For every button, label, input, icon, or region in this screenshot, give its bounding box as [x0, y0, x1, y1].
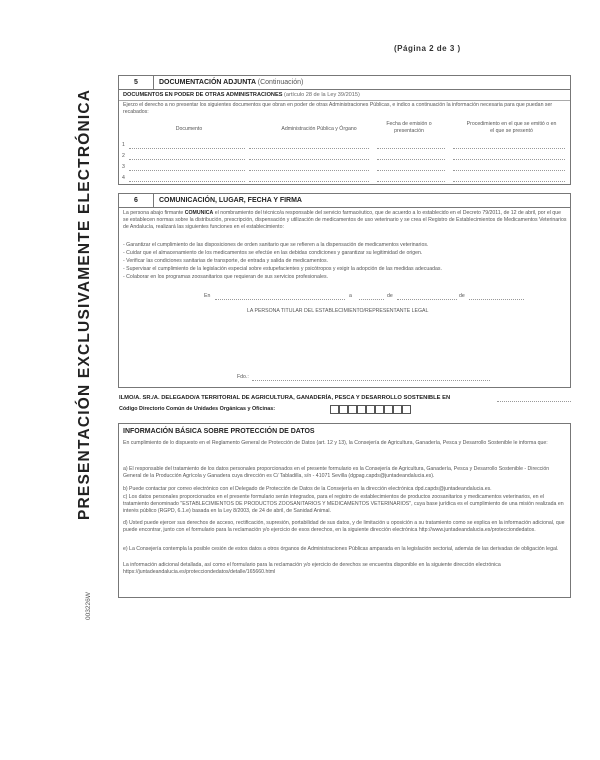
addressee-line: ILMO/A. SR./A. DELEGADO/A TERRITORIAL DE AGRICULTURA, GANADERÍA, PESCA Y DESARROLLO SOSTENIBLE EN — [119, 395, 451, 401]
col-procedimiento: Procedimiento en el que se emitió o en el que se presentó — [466, 121, 557, 134]
form-code: 003226W — [85, 592, 92, 620]
section-5-header — [119, 76, 570, 90]
privacy-intro: En cumplimiento de lo dispuesto en el Reglamento General de Protección de Datos (art. 12 y 13), la Consejería de Agricultura, Ganadería, Pesca y Desarrollo Sostenible le informa que: — [123, 440, 548, 446]
col-fecha: Fecha de emisión o presentación — [386, 121, 432, 134]
section-5-title: DOCUMENTACIÓN ADJUNTA (Continuación) — [159, 79, 304, 86]
row-number: 4 — [122, 175, 125, 181]
day-field[interactable] — [359, 299, 384, 300]
section-6-communication — [118, 193, 571, 388]
signature-label: Fdo.: — [237, 374, 249, 380]
function-item: - Supervisar el cumplimiento de la legislación especial sobre estupefacientes y psicótropos y exigir la adopción de las medidas adecuadas. — [123, 266, 442, 272]
comunica-word: COMUNICA — [184, 210, 214, 216]
privacy-item: a) El responsable del tratamiento de los datos personales proporcionados en el presente formulario es la Consejería de Agricultura, Ganadería, Pesca y Desarrollo Sostenible - Dirección General de la Producción Agrícola y Ganadera cuya dirección es C/ Tabladilla, s/n - 41071 Sevilla (dgpag.capds@juntadeandalucia.es). — [123, 466, 550, 479]
section-6-intro: La persona abajo firmante COMUNICA el nombramiento del técnico/a responsable del servicio farmacéutico, que de acuerdo a lo establecido en el Decreto 79/2011, de 12 de abril, por el que se establecen normas sobre la distribución, prescripción, dispensación y utilización de medicamentos de uso veterinario y se crea el Registro de Establecimientos de Medicamentos Veterinarios de Andalucía, realizará las siguientes funciones en el establecimiento: — [123, 210, 567, 230]
page-number: (Página 2 de 3 ) — [394, 44, 461, 53]
signer-label: LA PERSONA TITULAR DEL ESTABLECIMIENTO/REPRESENTANTE LEGAL — [247, 308, 429, 314]
privacy-box — [118, 423, 571, 598]
section-5-subheading: DOCUMENTOS EN PODER DE OTRAS ADMINISTRACIONES (artículo 28 de la Ley 39/2015) — [123, 92, 360, 98]
section-5-documentation — [118, 75, 571, 185]
section-5-intro: Ejerzo el derecho a no presentar los siguientes documentos que obran en poder de otras Administraciones Públicas, e indico a continuación la información necesaria para que puedan ser recabados: — [123, 102, 553, 115]
privacy-item: c) Los datos personales proporcionados en el presente formulario serán integrados, para el registro de establecimientos de productos zoosanitarios y medicamentos veterinarios, en el tratamiento denominado "ESTABLECIMIENTOS DE PRODUCTOS ZOOSANITARIOS Y MEDICAMENTOS VETERINARIOS", cuya base jurídica es el cumplimiento de una misión realizada en interés público (RGPD, 6.1.e) basada en la Ley 8/2003, de 24 de abril, de Sanidad Animal. — [123, 494, 564, 514]
section-6-title: COMUNICACIÓN, LUGAR, FECHA Y FIRMA — [159, 197, 302, 204]
privacy-item: d) Usted puede ejercer sus derechos de acceso, rectificación, supresión, portabilidad de sus datos, y de limitación u oposición a su tratamiento como se explica en la información adicional, que puede encontrar, junto con el formulario para la reclamación y/o ejercicio de esos derechos, en la siguiente dirección electrónica http://www.juntadeandalucia.es/protecciondedatos. — [123, 520, 565, 533]
privacy-item: La información adicional detallada, así como el formulario para la reclamación y/o ejercicio de derechos se encuentra disponible en la siguiente dirección electrónica https://juntadeandalucia.es/protecciondedatos/detalle/165660.html — [123, 562, 501, 575]
section-6-number: 6 — [119, 194, 154, 207]
signature-field[interactable] — [252, 380, 490, 381]
row-number: 2 — [122, 153, 125, 159]
place-label: En — [204, 293, 211, 299]
section-6-header — [119, 194, 570, 208]
privacy-item: e) La Consejería contempla la posible cesión de estos datos a otros órganos de Administraciones Públicas amparada en la legislación sectorial, además de las derivadas de obligación legal. — [123, 546, 559, 552]
row-number: 3 — [122, 164, 125, 170]
year-field[interactable] — [469, 299, 524, 300]
function-item: - Garantizar el cumplimiento de las disposiciones de orden sanitario que se refieren a la dispensación de medicamentos veterinarios. — [123, 242, 429, 248]
section-5-number: 5 — [119, 76, 154, 89]
col-administracion: Administración Pública y Órgano — [281, 126, 357, 132]
section-5-subtitle: (Continuación) — [257, 79, 304, 86]
day-label: a — [349, 293, 352, 299]
row-number: 1 — [122, 142, 125, 148]
year-label: de — [459, 293, 465, 299]
place-field[interactable] — [215, 299, 345, 300]
function-item: - Verificar las condiciones sanitarias de transporte, de entrada y salida de medicamentos. — [123, 258, 329, 264]
province-field[interactable] — [497, 401, 571, 402]
section-5-subheading-note: (artículo 28 de la Ley 39/2015) — [284, 92, 360, 98]
privacy-title: INFORMACIÓN BÁSICA SOBRE PROTECCIÓN DE DATOS — [123, 428, 315, 435]
month-label: de — [387, 293, 393, 299]
function-item: - Colaborar en los programas zoosanitarios que requieran de sus servicios profesionales. — [123, 274, 329, 280]
month-field[interactable] — [397, 299, 457, 300]
privacy-item: b) Puede contactar por correo electrónico con el Delegado de Protección de Datos de la Consejería en la dirección electrónica dpd.capds@juntadeandalucia.es. — [123, 486, 492, 492]
col-documento: Documento — [175, 126, 203, 132]
dir3-label: Código Directorio Común de Unidades Orgánicas y Oficinas: — [119, 406, 276, 412]
function-item: - Cuidar que el almacenamiento de los medicamentos se efectúe en las debidas condiciones y garantizar su legitimidad de origen. — [123, 250, 423, 256]
vertical-title: PRESENTACIÓN EXCLUSIVAMENTE ELECTRÓNICA — [76, 88, 93, 520]
